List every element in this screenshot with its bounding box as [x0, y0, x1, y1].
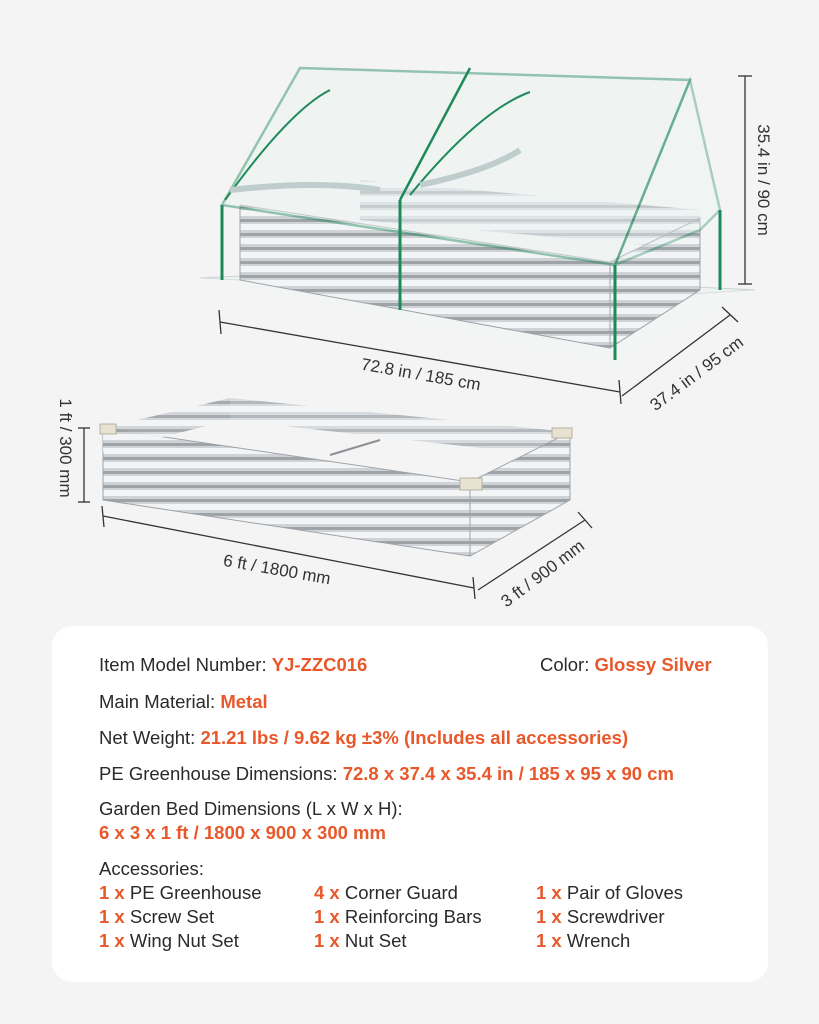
accessory-name: Nut Set: [344, 930, 407, 951]
greenhouse-dimensions-label: PE Greenhouse Dimensions:: [99, 763, 343, 784]
corner-guard: [460, 478, 482, 490]
greenhouse-dimensions-row: [99, 763, 674, 785]
accessory-item: [536, 930, 630, 952]
garden-bed-front: [103, 428, 470, 556]
accessory-item: [314, 906, 482, 928]
accessory-name: Corner Guard: [344, 882, 458, 903]
bed-width-label: 3 ft / 900 mm: [497, 536, 589, 612]
accessory-name: Wing Nut Set: [129, 930, 239, 951]
material-label: Main Material:: [99, 691, 221, 712]
accessory-qty: 1 x: [314, 906, 340, 927]
bed-dimensions-value: 6 x 3 x 1 ft / 1800 x 900 x 300 mm: [99, 822, 386, 843]
accessory-qty: 1 x: [99, 906, 125, 927]
accessory-item: [99, 906, 214, 928]
weight-row: [99, 727, 628, 749]
material-row: [99, 691, 268, 713]
greenhouse-width-label: 37.4 in / 95 cm: [646, 332, 747, 415]
greenhouse-drawing: [200, 68, 755, 368]
model-value: YJ-ZZC016: [271, 654, 368, 675]
model-label: Item Model Number:: [99, 654, 272, 675]
accessory-name: Screw Set: [129, 906, 215, 927]
greenhouse-height-label: 35.4 in / 90 cm: [754, 124, 773, 236]
corner-guard: [552, 428, 572, 438]
greenhouse-dimensions-value: 72.8 x 37.4 x 35.4 in / 185 x 95 x 90 cm: [342, 763, 674, 784]
weight-label: Net Weight:: [99, 727, 201, 748]
accessory-qty: 1 x: [99, 930, 125, 951]
accessory-item: [99, 930, 239, 952]
accessory-name: Reinforcing Bars: [344, 906, 482, 927]
accessory-qty: 1 x: [99, 882, 125, 903]
accessory-item: [99, 882, 262, 904]
accessory-name: Pair of Gloves: [566, 882, 684, 903]
accessory-item: [536, 882, 683, 904]
accessory-qty: 1 x: [536, 882, 562, 903]
accessories-label: Accessories:: [99, 858, 204, 879]
accessories-heading: [99, 858, 204, 880]
spec-card: [52, 626, 768, 982]
accessory-name: PE Greenhouse: [129, 882, 262, 903]
material-value: Metal: [220, 691, 268, 712]
bed-height-label: 1 ft / 300 mm: [56, 398, 75, 498]
color-label: Color:: [540, 654, 595, 675]
accessory-qty: 1 x: [314, 930, 340, 951]
greenhouse-length-label: 72.8 in / 185 cm: [359, 354, 483, 395]
accessory-qty: 4 x: [314, 882, 340, 903]
accessory-qty: 1 x: [536, 906, 562, 927]
weight-value: 21.21 lbs / 9.62 kg ±3% (Includes all accessories): [200, 727, 629, 748]
bed-length-label: 6 ft / 1800 mm: [221, 550, 333, 589]
accessory-item: [536, 906, 665, 928]
accessory-item: [314, 930, 407, 952]
bed-dimensions-value-row: [99, 822, 386, 844]
accessory-name: Wrench: [566, 930, 631, 951]
bed-dimensions-label: Garden Bed Dimensions (L x W x H):: [99, 798, 403, 819]
corner-guard: [100, 424, 116, 434]
garden-bed-back: [230, 398, 570, 458]
garden-bed-drawing: [100, 398, 572, 556]
color-row: [540, 654, 712, 676]
accessory-name: Screwdriver: [566, 906, 665, 927]
model-row: [99, 654, 367, 676]
accessory-qty: 1 x: [536, 930, 562, 951]
color-value: Glossy Silver: [594, 654, 712, 675]
bed-dimensions-row: [99, 798, 403, 820]
accessory-item: [314, 882, 458, 904]
